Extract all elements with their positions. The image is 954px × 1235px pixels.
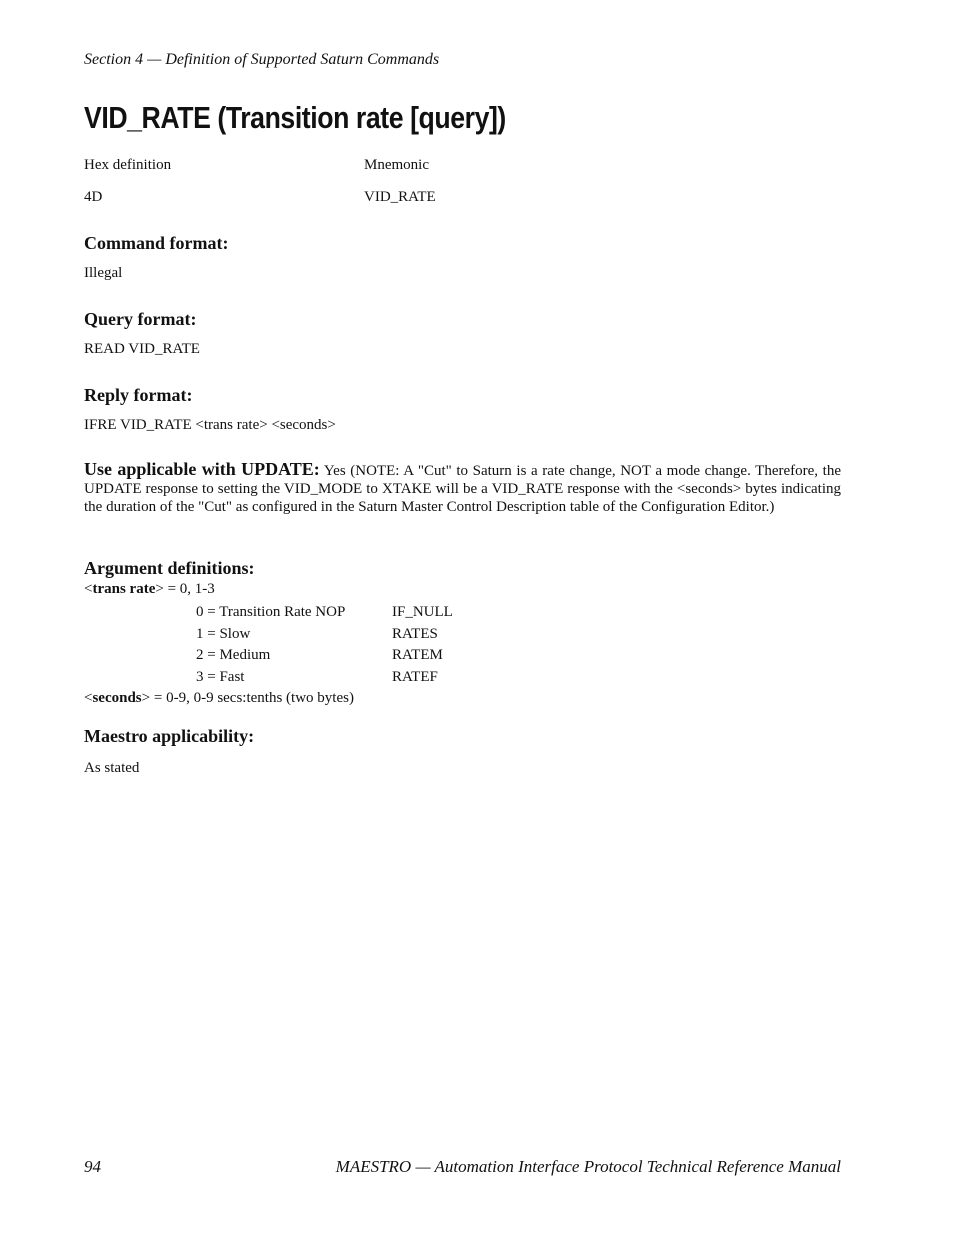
trans-rate-name: trans rate [92, 581, 156, 597]
page-number: 94 [84, 1157, 101, 1176]
query-format-heading: Query format: [84, 309, 197, 329]
rate-desc: 0 = Transition Rate NOP [196, 604, 346, 620]
seconds-range: > = 0-9, 0-9 secs:tenths (two bytes) [141, 690, 354, 706]
seconds-definition [84, 690, 354, 707]
argument-definitions-heading: Argument definitions: [84, 558, 255, 578]
rate-desc: 1 = Slow [196, 626, 251, 642]
update-heading: Use applicable with UPDATE: [84, 459, 320, 479]
update-text: Yes (NOTE: A "Cut" to Saturn is a rate change, NOT a mode change. Therefore, the UPDATE response to setting the VID_MODE to XTAKE will be a VID_RATE response with the <seconds> bytes indicating the duration of the "Cut" as configured in the Saturn Master Control Description table of the Configuration Editor.) [84, 463, 841, 515]
rate-code: RATEF [392, 669, 438, 685]
rate-code: RATES [392, 626, 438, 642]
maestro-applicability-value: As stated [84, 760, 140, 776]
trans-rate-range: > = 0, 1-3 [155, 581, 215, 597]
update-paragraph [84, 460, 841, 516]
manual-title: MAESTRO — Automation Interface Protocol Technical Reference Manual [335, 1157, 841, 1176]
rate-desc: 2 = Medium [196, 647, 271, 663]
seconds-open: < [84, 690, 93, 706]
command-format-heading: Command format: [84, 233, 229, 253]
rate-code: RATEM [392, 647, 443, 663]
mnemonic-value: VID_RATE [364, 189, 436, 205]
maestro-applicability-heading: Maestro applicability: [84, 726, 255, 746]
section-header: Section 4 — Definition of Supported Saturn Commands [84, 51, 440, 68]
hex-definition-value: 4D [84, 189, 103, 205]
page-title: VID_RATE (Transition rate [query]) [84, 100, 506, 135]
command-format-value: Illegal [84, 265, 123, 281]
reply-format-heading: Reply format: [84, 385, 193, 405]
rate-code: IF_NULL [392, 604, 453, 620]
hex-definition-label: Hex definition [84, 157, 172, 173]
mnemonic-label: Mnemonic [364, 157, 429, 173]
trans-rate-open: < [84, 581, 93, 597]
query-format-value: READ VID_RATE [84, 341, 200, 357]
trans-rate-definition [84, 581, 215, 598]
rate-desc: 3 = Fast [196, 669, 245, 685]
seconds-name: seconds [92, 690, 142, 706]
reply-format-value: IFRE VID_RATE <trans rate> <seconds> [84, 417, 336, 433]
document-page [84, 0, 841, 1235]
